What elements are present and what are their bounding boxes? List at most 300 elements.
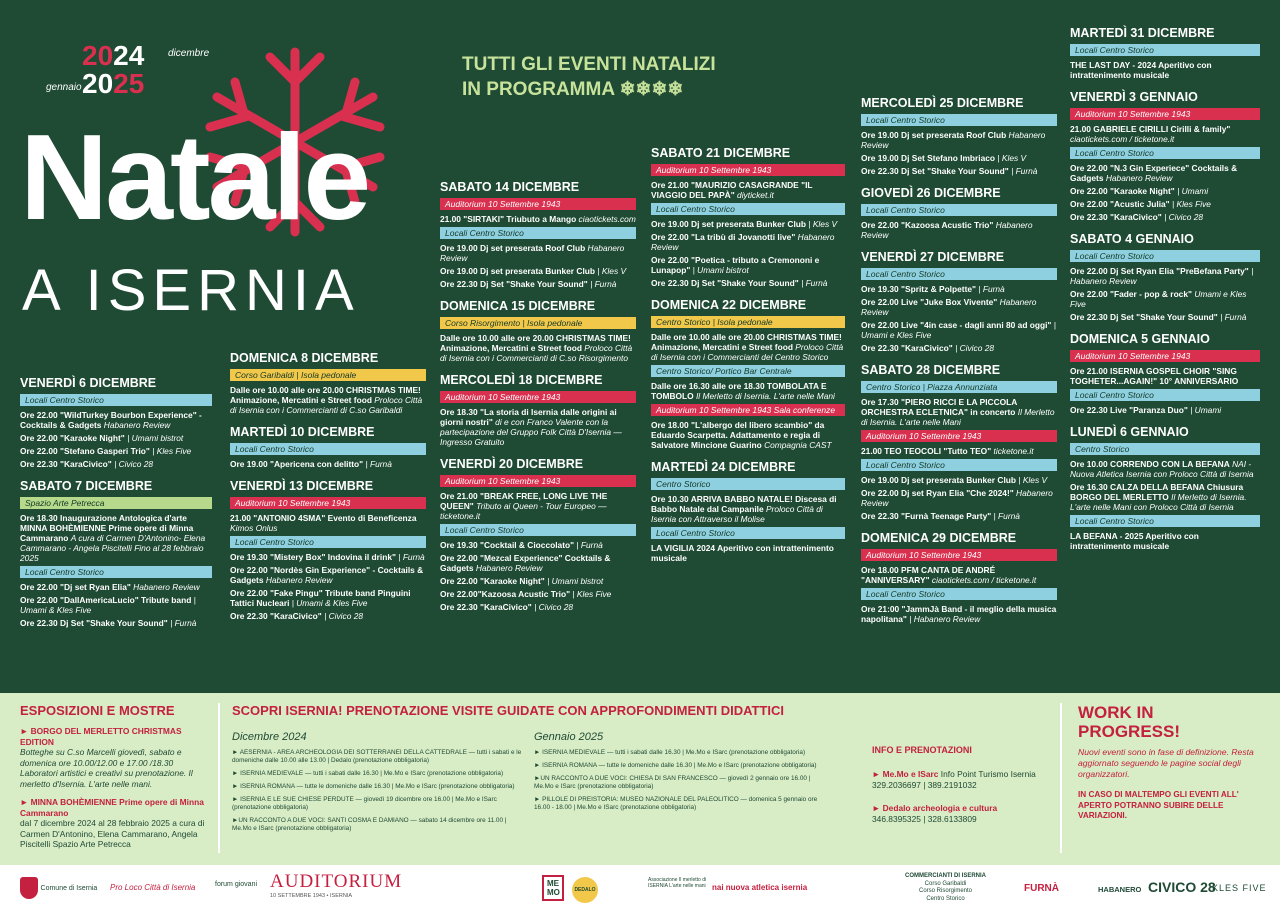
event-title: Ore 22.00 "La tribù di Jovanotti live" — [651, 232, 796, 242]
event-detail: | Habanero Review — [909, 614, 981, 624]
event-detail: Il Merletto di Isernia. L'arte nelle Mani con Proloco Città di Isernia — [1070, 492, 1247, 512]
event-item — [861, 565, 1057, 585]
venue-tag: Auditorium 10 Settembre 1943 — [1070, 108, 1260, 120]
event-item — [1070, 482, 1260, 512]
event-title: Ore 18.00 PFM CANTA DE ANDRÉ "ANNIVERSARY" — [861, 565, 996, 585]
venue-tag: Locali Centro Storico — [1070, 147, 1260, 159]
event-item — [20, 595, 212, 615]
event-title: Ore 22.00 "Stefano Gasperi Trio" — [20, 446, 150, 456]
year-2025: 2025 — [82, 68, 145, 99]
event-detail: | Furnà — [1220, 312, 1247, 322]
event-detail: | Kles Five — [572, 589, 612, 599]
day-heading: LUNEDÌ 6 GENNAIO — [1070, 425, 1189, 439]
column-col5 — [861, 96, 1057, 627]
event-item — [440, 407, 636, 447]
event-title: Dalle ore 10.00 alle ore 20.00 CHRISTMAS TIME! Animazione, Mercatini e Street food — [651, 332, 842, 352]
event-item — [651, 180, 845, 200]
event-detail: diyticket.it — [737, 190, 774, 200]
proloco-logo: Pro Loco Città di Isernia — [110, 883, 196, 892]
day-heading: DOMENICA 5 GENNAIO — [1070, 332, 1210, 346]
day-heading: VENERDÌ 6 DICEMBRE — [20, 376, 157, 390]
event-item — [861, 153, 1057, 163]
event-detail: ciaotickets.com — [578, 214, 636, 224]
month-gennaio: gennaio — [46, 82, 82, 93]
event-item — [230, 552, 426, 562]
event-item — [440, 491, 636, 521]
event-detail: Habanero Review — [861, 220, 1033, 240]
event-item — [230, 385, 426, 415]
event-detail: | Civico 28 — [324, 611, 364, 621]
divider — [218, 703, 220, 853]
info-memo: ► Me.Mo e ISarc Info Point Turismo Isernia 329.2036697 | 389.2191032 — [872, 769, 1052, 791]
event-title: Ore 22.00 "Poetica - tributo a Cremononi e Lunapop" — [651, 255, 820, 275]
column-col4 — [651, 146, 845, 566]
event-title: Ore 22.30 "Furnà Teenage Party" — [861, 511, 992, 521]
event-title: Ore 22.00 "Dj set Ryan Elia" — [20, 582, 131, 592]
event-title: Ore 19.00 Dj set preserata Roof Club — [861, 130, 1007, 140]
venue-tag: Locali Centro Storico — [1070, 515, 1260, 527]
venue-tag: Locali Centro Storico — [1070, 44, 1260, 56]
event-title: Ore 22.30 Dj Set "Shake Your Sound" — [20, 618, 168, 628]
event-item — [651, 332, 845, 362]
event-title: Ore 22.30 "KaraCivico" — [20, 459, 112, 469]
venue-tag: Centro Storico — [651, 478, 845, 490]
event-item — [861, 166, 1057, 176]
event-title: Ore 22.00 "Mezcal Experience" Cocktails & Gadgets — [440, 553, 611, 573]
event-item — [440, 540, 636, 550]
event-item — [440, 214, 636, 224]
event-detail: | Civico 28 — [1164, 212, 1204, 222]
day-heading: DOMENICA 22 DICEMBRE — [651, 298, 807, 312]
event-item — [1070, 186, 1260, 196]
venue-tag: Centro Storico/ Portico Bar Centrale — [651, 365, 845, 377]
venue-tag: Centro Storico — [1070, 443, 1260, 455]
event-item — [861, 284, 1057, 294]
event-item — [230, 513, 426, 533]
tour-item: ► AESERNIA - AREA ARCHEOLOGIA DEI SOTTERRANEI DELLA CATTEDRALE — tutti i sabati e le domeniche dalle 10.00 alle 13.00 | Dedalo (prenotazione obbligatoria) — [232, 749, 522, 764]
event-detail: | Furnà — [590, 279, 617, 289]
event-title: Ore 22.00 "Karaoke Night" — [1070, 186, 1175, 196]
venue-tag: Locali Centro Storico — [861, 459, 1057, 471]
tours-section — [232, 703, 852, 832]
event-item — [20, 618, 212, 628]
event-title: Ore 19.30 "Spritz & Polpette" — [861, 284, 976, 294]
event-detail: | Furnà — [993, 511, 1020, 521]
event-item — [230, 611, 426, 621]
event-item — [20, 446, 212, 456]
divider — [1060, 703, 1062, 853]
event-item — [1070, 459, 1260, 479]
column-col6 — [1070, 26, 1260, 554]
civico-logo: CIVICO 28 — [1148, 879, 1216, 895]
event-detail: di e con Franco Valente con la partecipazione del Gruppo Folk Città D'Isernia — Ingresso Gratuito — [440, 417, 622, 447]
event-detail: | Civico 28 — [114, 459, 154, 469]
kles-logo: KLES FIVE — [1212, 883, 1267, 893]
event-item — [861, 511, 1057, 521]
auditorium-logo: AUDITORIUM 10 SETTEMBRE 1943 • ISERNIA — [270, 871, 403, 899]
event-item — [651, 219, 845, 229]
event-item — [1070, 124, 1260, 144]
event-item — [230, 565, 426, 585]
event-title: Ore 16.30 CALZA DELLA BEFANA Chiusura BORGO DEL MERLETTO — [1070, 482, 1244, 502]
event-item — [861, 343, 1057, 353]
event-title: Ore 19.30 "Cocktail & Cioccolato" — [440, 540, 575, 550]
venue-tag: Locali Centro Storico — [861, 588, 1057, 600]
commercianti-logo: COMMERCIANTI DI ISERNIA Corso Garibaldi Corso Risorgimento Centro Storico — [905, 873, 986, 902]
day-heading: DOMENICA 8 DICEMBRE — [230, 351, 379, 365]
event-title: LA BEFANA - 2025 Aperitivo con intrattenimento musicale — [1070, 531, 1199, 551]
venue-tag: Auditorium 10 Settembre 1943 Sala conferenze — [651, 404, 845, 416]
event-item — [861, 130, 1057, 150]
event-detail: | Umami e Kles Five — [861, 320, 1056, 340]
tour-item: ►UN RACCONTO A DUE VOCI: SANTI COSMA E DAMIANO — sabato 14 dicembre ore 11.00 | Me.Mo e ISarc (prenotazione obbligatoria) — [232, 817, 507, 832]
column-col1 — [20, 376, 212, 631]
tour-item: ► ISERNIA ROMANA — tutte le domeniche dalle 16.30 | Me.Mo e ISarc (prenotazione obbligatoria) — [232, 783, 515, 790]
event-item — [1070, 405, 1260, 415]
event-detail: ticketone.it — [993, 446, 1034, 456]
event-detail: Habanero Review — [265, 575, 333, 585]
event-title: Ore 22.00 "Kazoosa Acustic Trio" — [861, 220, 994, 230]
event-item — [861, 297, 1057, 317]
event-detail: | Civico 28 — [534, 602, 574, 612]
venue-tag: Locali Centro Storico — [651, 527, 845, 539]
event-detail: | Umami bistrot — [547, 576, 604, 586]
event-detail: Proloco Città di Isernia con i Commercianti di C.so Garibaldi — [230, 395, 423, 415]
event-title: Ore 19.00 Dj set preserata Bunker Club — [651, 219, 807, 229]
event-title: Dalle ore 10.00 alle ore 20.00 CHRISTMAS TIME! Animazione, Mercatini e Street food — [440, 333, 631, 353]
event-title: Ore 22.30 Live "Paranza Duo" — [1070, 405, 1188, 415]
event-item — [440, 576, 636, 586]
event-detail: Compagnia CAST — [764, 440, 832, 450]
event-item — [230, 459, 426, 469]
event-title: Ore 21:00 "JammJà Band - il meglio della musica napolitana" — [861, 604, 1057, 624]
event-detail: | Umami — [1190, 405, 1222, 415]
info-dedalo: ► Dedalo archeologia e cultura 346.8395325 | 328.6133809 — [872, 803, 1052, 825]
tours-title: SCOPRI ISERNIA! PRENOTAZIONE VISITE GUIDATE CON APPROFONDIMENTI DIDATTICI — [232, 703, 785, 718]
event-detail: Il Merletto di Isernia. L'arte nelle Mani — [695, 391, 835, 401]
event-item — [20, 433, 212, 443]
event-detail: Habanero Review — [861, 130, 1046, 150]
event-title: Ore 22.00 Live "4in case - dagli anni 80 ad oggi" — [861, 320, 1052, 330]
january-list — [534, 749, 824, 812]
event-item — [1070, 60, 1260, 80]
event-item — [1070, 366, 1260, 386]
venue-tag: Corso Risorgimento | Isola pedonale — [440, 317, 636, 329]
event-item — [861, 488, 1057, 508]
event-detail: Habanero Review — [651, 232, 835, 252]
forum-logo: forum giovani — [215, 881, 258, 888]
event-item — [20, 410, 212, 430]
event-title: Ore 22.00 "Fader - pop & rock" — [1070, 289, 1192, 299]
event-title: LA VIGILIA 2024 Aperitivo con intrattenimento musicale — [651, 543, 834, 563]
wip-title: WORK IN PROGRESS! — [1078, 703, 1181, 741]
tour-item: ►UN RACCONTO A DUE VOCI: CHIESA DI SAN FRANCESCO — giovedì 2 gennaio ore 16.00 | Me.Mo e ISarc (prenotazione obbligatoria) — [534, 775, 811, 790]
event-title: THE LAST DAY - 2024 Aperitivo con intrattenimento musicale — [1070, 60, 1212, 80]
day-heading: VENERDÌ 27 DICEMBRE — [861, 250, 1005, 264]
event-item — [651, 420, 845, 450]
event-title: Ore 22.00 "Nordès Gin Experience" - Cocktails & Gadgets — [230, 565, 424, 585]
event-detail: Proloco Città di Isernia con i Commercianti di C.so Risorgimento — [440, 343, 633, 363]
tour-item: ► ISERNIA ROMANA — tutte le domeniche dalle 16.30 | Me.Mo e ISarc (prenotazione obbligatoria) — [534, 762, 817, 769]
day-heading: SABATO 7 DICEMBRE — [20, 479, 153, 493]
venue-tag: Locali Centro Storico — [440, 524, 636, 536]
venue-tag: Auditorium 10 Settembre 1943 — [861, 549, 1057, 561]
event-title: Ore 22.00 Live "Juke Box Vivente" — [861, 297, 998, 307]
event-detail: Habanero Review — [103, 420, 171, 430]
event-title: Ore 22.30 "KaraCivico" — [230, 611, 322, 621]
day-heading: SABATO 4 GENNAIO — [1070, 232, 1194, 246]
merletto-logo: Associazione Il merletto di ISERNIA L'arte nelle mani — [648, 877, 707, 889]
event-detail: | Furnà — [170, 618, 197, 628]
wip-section: WORK IN PROGRESS! Nuovi eventi sono in fase di definizione. Resta aggiornato seguendo le pagine social degli organizzatori. IN CASO DI MALTEMPO GLI EVENTI ALL' APERTO POTRANNO SUBIRE DELLE VARIAZIONI. — [1078, 703, 1258, 822]
event-item — [861, 220, 1057, 240]
event-title: 21.00 TEO TEOCOLI "Tutto TEO" — [861, 446, 992, 456]
venue-tag: Locali Centro Storico — [440, 227, 636, 239]
day-heading: MARTEDÌ 24 DICEMBRE — [651, 460, 796, 474]
event-title: 21.00 "SIRTAKI" Triubuto a Mango — [440, 214, 577, 224]
event-item — [440, 266, 636, 276]
event-title: Ore 10.30 ARRIVA BABBO NATALE! Discesa di Babbo Natale dal Campanile — [651, 494, 837, 514]
event-item — [861, 397, 1057, 427]
day-heading: DOMENICA 29 DICEMBRE — [861, 531, 1017, 545]
event-item — [20, 513, 212, 563]
event-title: Ore 19.00 Dj set preserata Roof Club — [440, 243, 586, 253]
venue-tag: Locali Centro Storico — [230, 443, 426, 455]
info-title: INFO E PRENOTAZIONI — [872, 745, 972, 755]
event-detail: | Habanero Review — [1070, 266, 1254, 286]
event-item — [1070, 199, 1260, 209]
phone-dedalo[interactable]: 346.8395325 | 328.6133809 — [872, 814, 977, 824]
event-title: Ore 22.30 Dj Set "Shake Your Sound" — [861, 166, 1009, 176]
expo-item: ► BORGO DEL MERLETTO CHRISTMAS EDITION Botteghe su C.so Marcelli giovedì, sabato e domenica ore 10.00/12.00 e 17.00 /18.30 Laboratori artistici e creativi su prenotazione. Il merletto d'Isernia. L'arte nelle mani. — [20, 726, 193, 789]
venue-tag: Locali Centro Storico — [651, 203, 845, 215]
event-title: 21.00 GABRIELE CIRILLI Cirilli & family" — [1070, 124, 1231, 134]
venue-tag: Corso Garibaldi | Isola pedonale — [230, 369, 426, 381]
event-detail: Proloco Città di Isernia con i Commercianti del Centro Storico — [651, 342, 844, 362]
venue-tag: Locali Centro Storico — [20, 566, 212, 578]
event-detail: | Umami — [1177, 186, 1209, 196]
event-title: Ore 21.00 "BREAK FREE, LONG LIVE THE QUEEN" — [440, 491, 608, 511]
event-item — [861, 446, 1057, 456]
event-detail: | Furnà — [978, 284, 1005, 294]
day-heading: MERCOLEDÌ 18 DICEMBRE — [440, 373, 603, 387]
expo-item: ► MINNA BOHÈMIENNE Prime opere di Minna Cammarano dal 7 dicembre 2024 al 28 febbraio 2025 a cura di Carmen D'Antonino, Elena Cammarano, Angela Piscitelli Spazio Arte Petrecca — [20, 797, 205, 849]
event-title: Dalle ore 10.00 alle ore 20.00 CHRISTMAS TIME! Animazione, Mercatini e Street food — [230, 385, 421, 405]
event-title: Ore 22.00"Kazoosa Acustic Trio" — [440, 589, 571, 599]
event-title: Ore 22.30 "KaraCivico" — [440, 602, 532, 612]
event-detail: A cura di Carmen D'Antonino- Elena Cammarano - Angela Piscitelli Fino al 28 febbraio 2025 — [20, 533, 206, 563]
column-col2 — [230, 351, 426, 624]
info-section — [872, 745, 1052, 825]
event-item — [230, 588, 426, 608]
event-detail: Tributo ai Queen - Tour Europeo — ticketone.it — [440, 501, 607, 521]
event-detail: | Umami bistrot — [692, 265, 749, 275]
venue-tag: Centro Storico | Isola pedonale — [651, 316, 845, 328]
venue-tag: Auditorium 10 Settembre 1943 — [861, 430, 1057, 442]
event-detail: | Kles V — [808, 219, 838, 229]
event-title: Ore 22.30 Dj Set "Shake Your Sound" — [651, 278, 799, 288]
event-item — [651, 543, 845, 563]
furna-logo: FURNÀ — [1024, 883, 1059, 894]
page-title: Natale — [20, 109, 369, 245]
tour-item: ► ISERNIA MEDIEVALE — tutti i sabati dalle 16.30 | Me.Mo e ISarc (prenotazione obbligatoria) — [534, 749, 806, 756]
comune-logo: Comune di Isernia — [20, 877, 81, 899]
year-2024: 2024 — [82, 40, 145, 71]
footer-panel — [0, 693, 1280, 865]
event-item — [440, 589, 636, 599]
venue-tag: Centro Storico | Piazza Annunziata — [861, 381, 1057, 393]
event-title: Ore 18.30 "La storia di Isernia dalle origini ai giorni nostri" — [440, 407, 617, 427]
event-item — [440, 279, 636, 289]
event-detail: Il Merletto di Isernia. L'arte nelle Mani — [861, 407, 1055, 427]
venue-tag: Auditorium 10 Settembre 1943 — [440, 475, 636, 487]
venue-tag: Auditorium 10 Settembre 1943 — [651, 164, 845, 176]
sponsor-logos — [0, 865, 1280, 914]
event-detail: | Furnà — [801, 278, 828, 288]
event-title: Ore 22.00 "Karaoke Night" — [440, 576, 545, 586]
event-detail: Habanero Review — [440, 243, 625, 263]
event-detail: | Kles Five — [152, 446, 192, 456]
event-detail: Habanero Review — [861, 488, 1053, 508]
event-title: Ore 18.00 "L'albergo del libero scambio" da Eduardo Scarpetta. Adattamento e regia di Salvatore Mincione Guarino — [651, 420, 825, 450]
venue-tag: Locali Centro Storico — [1070, 250, 1260, 262]
event-item — [440, 553, 636, 573]
tour-item: ► ISERNIA MEDIEVALE — tutti i sabati dalle 16.30 | Me.Mo e ISarc (prenotazione obbligatoria) — [232, 770, 504, 777]
habanero-logo: HABANERO — [1098, 885, 1142, 894]
event-detail: | Furnà — [365, 459, 392, 469]
event-detail: | Furnà — [1011, 166, 1038, 176]
event-detail: Kimos Onlus — [230, 523, 278, 533]
event-detail: Proloco Città di Isernia con Attraverso il Molise — [651, 504, 823, 524]
venue-tag: Auditorium 10 Settembre 1943 — [1070, 350, 1260, 362]
event-item — [440, 602, 636, 612]
event-item — [861, 604, 1057, 624]
venue-tag: Locali Centro Storico — [20, 394, 212, 406]
event-title: Ore 22.00 "WildTurkey Bourbon Experience" - Cocktails & Gadgets — [20, 410, 202, 430]
day-heading: SABATO 21 DICEMBRE — [651, 146, 791, 160]
event-title: Ore 21.00 ISERNIA GOSPEL CHOIR "SING TOGHETER...AGAIN!" 10° ANNIVERSARIO — [1070, 366, 1239, 386]
event-item — [20, 582, 212, 592]
venue-tag: Locali Centro Storico — [861, 204, 1057, 216]
tagline: TUTTI GLI EVENTI NATALIZI IN PROGRAMMA ❄❄❄❄ — [462, 54, 716, 100]
event-item — [440, 243, 636, 263]
event-item — [651, 232, 845, 252]
venue-tag: Auditorium 10 Settembre 1943 — [440, 198, 636, 210]
event-item — [1070, 266, 1260, 286]
day-heading: MARTEDÌ 31 DICEMBRE — [1070, 26, 1215, 40]
event-detail: | Furnà — [576, 540, 603, 550]
dedalo-logo: DEDALO — [572, 877, 598, 903]
event-item — [1070, 212, 1260, 222]
venue-tag: Locali Centro Storico — [230, 536, 426, 548]
december-list — [232, 749, 522, 833]
tours-december: Dicembre 2024 ► AESERNIA - AREA ARCHEOLOGIA DEI SOTTERRANEI DELLA CATTEDRALE — tutti i sabati e le domeniche dalle 10.00 alle 13.00 | Dedalo (prenotazione obbligatoria) ► ISERNIA MEDIEVALE — tutti i sabati dalle 16.30 | Me.Mo e ISarc (prenotazione obbligatoria) ► ISERNIA ROMANA — tutte le domeniche dalle 16.30 | Me.Mo e ISarc (prenotazione obbligatoria) ► ISERNIA E LE SUE CHIESE PERDUTE — giovedì 19 dicembre ore 16.00 | Me.Mo e ISarc (prenotazione obbligatoria) ►UN RACCONTO A DUE VOCI: SANTI COSMA E DAMIANO — sabato 14 dicembre ore 11.00 | Me.Mo e ISarc (prenotazione obbligatoria) — [232, 731, 522, 832]
event-detail: ciaotickets.com / ticketone.it — [1070, 134, 1175, 144]
event-item — [1070, 312, 1260, 322]
venue-tag: Locali Centro Storico — [861, 268, 1057, 280]
event-detail: Umami e Kles Five — [1070, 289, 1247, 309]
event-detail: | Umami bistrot — [127, 433, 184, 443]
day-heading: MARTEDÌ 10 DICEMBRE — [230, 425, 375, 439]
nai-logo: nai nuova atletica isernia — [712, 883, 808, 892]
event-detail: Habanero Review — [861, 297, 1037, 317]
event-title: Ore 22.30 "KaraCivico" — [1070, 212, 1162, 222]
event-title: Ore 22.30 Dj Set "Shake Your Sound" — [440, 279, 588, 289]
day-heading: VENERDÌ 20 DICEMBRE — [440, 457, 584, 471]
event-item — [1070, 289, 1260, 309]
tour-item: ► PILLOLE DI PREISTORIA: MUSEO NAZIONALE DEL PALEOLITICO — domenica 5 gennaio ore 16.00 - 18.00 | Me.Mo e ISarc (prenotazione obbligatoria) — [534, 796, 818, 811]
event-detail: | Umami & Kles Five — [20, 595, 196, 615]
event-detail: Habanero Review — [475, 563, 543, 573]
event-title: Ore 22.00 "Acustic Julia" — [1070, 199, 1170, 209]
memo-logo: ME MO — [542, 875, 564, 901]
event-detail: Habanero Review — [1105, 173, 1173, 183]
event-detail: NAI - Nuova Atletica Isernia con Proloco Città di Isernia — [1070, 459, 1254, 479]
event-title: Ore 10.00 CORRENDO CON LA BEFANA — [1070, 459, 1230, 469]
event-detail: Habanero Review — [133, 582, 200, 592]
event-title: Ore 19.00 Dj set preserata Bunker Club — [440, 266, 596, 276]
event-title: Ore 19.30 "Mistery Box" Indovina il drink" — [230, 552, 396, 562]
day-heading: MERCOLEDÌ 25 DICEMBRE — [861, 96, 1024, 110]
day-heading: SABATO 14 DICEMBRE — [440, 180, 580, 194]
event-title: Ore 17.30 "PIERO RICCI E LA PICCOLA ORCHESTRA ECLETNICA" in concerto — [861, 397, 1017, 417]
event-detail: ciaotickets.com / ticketone.it — [931, 575, 1037, 585]
event-item — [440, 333, 636, 363]
venue-tag: Locali Centro Storico — [1070, 389, 1260, 401]
month-dicembre: dicembre — [168, 48, 210, 59]
event-title: Ore 18.30 Inaugurazione Antologica d'arte MINNA BOHÈMIENNE Prime opere di Minna Cammarano — [20, 513, 194, 543]
event-title: Ore 21.00 "MAURIZIO CASAGRANDE "IL VIAGGIO DEL PAPÀ" — [651, 180, 813, 200]
event-detail: | Furnà — [398, 552, 425, 562]
venue-tag: Auditorium 10 Settembre 1943 — [230, 497, 426, 509]
event-item — [651, 381, 845, 401]
event-title: Ore 22.00 "N.3 Gin Experiece" Cocktails & Gadgets — [1070, 163, 1238, 183]
event-title: 21.00 "ANTONIO 4SMA" Evento di Beneficenza — [230, 513, 417, 523]
venue-tag: Locali Centro Storico — [861, 114, 1057, 126]
expo-title: ESPOSIZIONI E MOSTRE — [20, 703, 175, 718]
event-title: Ore 22.00 "Karaoke Night" — [20, 433, 125, 443]
event-title: Dalle ore 16.30 alle ore 18.30 TOMBOLATA E TOMBOLO — [651, 381, 827, 401]
event-detail: | Civico 28 — [955, 343, 995, 353]
event-detail: | Kles V — [597, 266, 627, 276]
event-title: Ore 22.30 "KaraCivico" — [861, 343, 953, 353]
crest-icon — [20, 877, 38, 899]
day-heading: VENERDÌ 3 GENNAIO — [1070, 90, 1198, 104]
tours-january: Gennaio 2025 ► ISERNIA MEDIEVALE — tutti i sabati dalle 16.30 | Me.Mo e ISarc (prenotazione obbligatoria) ► ISERNIA ROMANA — tutte le domeniche dalle 16.30 | Me.Mo e ISarc (prenotazione obbligatoria) ►UN RACCONTO A DUE VOCI: CHIESA DI SAN FRANCESCO — giovedì 2 gennaio ore 16.00 | Me.Mo e ISarc (prenotazione obbligatoria) ► PILLOLE DI PREISTORIA: MUSEO NAZIONALE DEL PALEOLITICO — domenica 5 gennaio ore 16.00 - 18.00 | Me.Mo e ISarc (prenotazione obbligatoria) — [534, 731, 824, 817]
day-heading: GIOVEDÌ 26 DICEMBRE — [861, 186, 1001, 200]
day-heading: VENERDÌ 13 DICEMBRE — [230, 479, 374, 493]
day-heading: SABATO 28 DICEMBRE — [861, 363, 1001, 377]
expo-section — [20, 703, 210, 850]
event-item — [20, 459, 212, 469]
event-item — [651, 255, 845, 275]
venue-tag: Spazio Arte Petrecca — [20, 497, 212, 509]
event-title: Ore 22.00 Dj set Ryan Elia "Che 2024!" — [861, 488, 1014, 498]
event-item — [651, 278, 845, 288]
event-title: Ore 19.00 Dj Set Stefano Imbriaco — [861, 153, 996, 163]
phone-memo[interactable]: 329.2036697 | 389.2191032 — [872, 780, 977, 790]
event-item — [1070, 531, 1260, 551]
event-detail: | Kles V — [1018, 475, 1048, 485]
event-title: Ore 22.00 "Fake Pingu" Tribute band Pinguini Tattici Nucleari — [230, 588, 411, 608]
event-title: Ore 19.00 "Apericena con delitto" — [230, 459, 364, 469]
event-item — [651, 494, 845, 524]
event-item — [1070, 163, 1260, 183]
event-title: Ore 22.00 "DallAmericaLucio" Tribute band — [20, 595, 192, 605]
event-detail: | Kles Five — [1171, 199, 1211, 209]
event-title: Ore 19.00 Dj set preserata Bunker Club — [861, 475, 1017, 485]
event-item — [861, 320, 1057, 340]
